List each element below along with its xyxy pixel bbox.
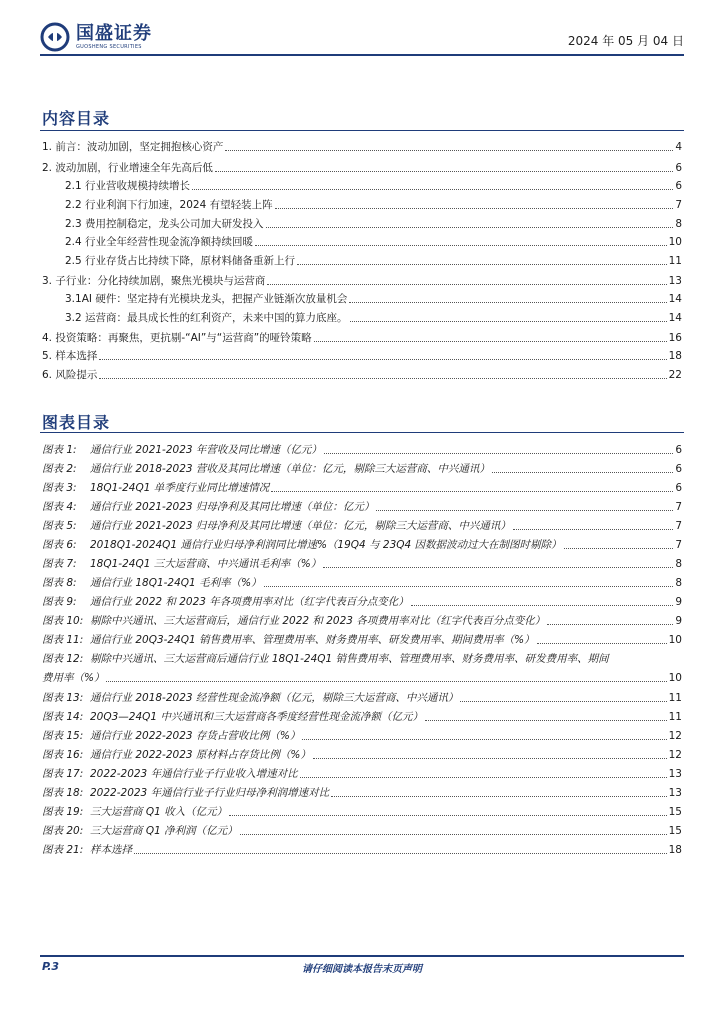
- figure-label: 图表 20:: [42, 825, 84, 837]
- toc-entry-text: 3.2 运营商：最具成长性的红利资产，未来中国的算力底座。: [65, 312, 348, 324]
- figure-label: 图表 9:: [42, 596, 77, 608]
- figure-entry[interactable]: [42, 730, 682, 743]
- figure-page: 18: [668, 844, 682, 856]
- figure-page: 8: [675, 558, 682, 570]
- toc-entry-page: 22: [668, 369, 682, 381]
- page-number: P.3: [42, 960, 60, 973]
- toc-entry-text: 2.5 行业存货占比持续下降，原材料储备重新上行: [65, 255, 296, 267]
- figure-label: 图表 3:: [42, 482, 77, 494]
- figure-title: 剔除中兴通讯、三大运营商后通信行业 18Q1-24Q1 销售费用率、管理费用率、财务费用率、研发费用率、期间: [90, 653, 609, 665]
- toc-entry[interactable]: [65, 218, 682, 231]
- toc-entry[interactable]: [42, 369, 682, 382]
- toc-entry-text: 2.4 行业全年经营性现金流净额持续回暖: [65, 236, 254, 248]
- page-header: [40, 22, 684, 54]
- figure-label: 图表 1:: [42, 444, 77, 456]
- figure-entry[interactable]: [42, 749, 682, 762]
- toc-entry-page: 11: [668, 255, 682, 267]
- figure-title-continued: 费用率（%）: [42, 672, 105, 684]
- toc-entry-page: 14: [668, 312, 682, 324]
- toc-title: 内容目录: [42, 109, 111, 128]
- toc-entry-text: 3. 子行业：分化持续加剧，聚焦光模块与运营商: [42, 275, 266, 287]
- toc-entry[interactable]: [65, 255, 682, 268]
- figure-title: 三大运营商 Q1 收入（亿元）: [90, 806, 228, 818]
- logo: [40, 22, 152, 52]
- figure-page: 15: [668, 825, 682, 837]
- figure-entry[interactable]: [42, 520, 682, 533]
- figure-label: 图表 12:: [42, 653, 84, 665]
- figure-title: 通信行业 2022-2023 存货占营收比例（%）: [90, 730, 301, 742]
- figure-page: 9: [675, 596, 682, 608]
- figure-title: 通信行业 2021-2023 归母净利及其同比增速（单位：亿元）: [90, 501, 375, 513]
- figure-label: 图表 5:: [42, 520, 77, 532]
- toc-entry-page: 6: [675, 180, 682, 192]
- toc-entry-text: 5. 样本选择: [42, 350, 98, 362]
- toc-entry-text: 3.1AI 硬件：坚定持有光模块龙头，把握产业链渐次放量机会: [65, 293, 348, 305]
- figure-entry[interactable]: [42, 844, 682, 857]
- figure-title: 剔除中兴通讯、三大运营商后，通信行业 2022 和 2023 各项费用率对比（红字代表百分点变化）: [90, 615, 546, 627]
- figure-title: 通信行业 2022-2023 原材料占存货比例（%）: [90, 749, 311, 761]
- toc-entry-page: 8: [675, 218, 682, 230]
- figure-page: 15: [668, 806, 682, 818]
- figure-entry[interactable]: [42, 825, 682, 838]
- figure-page: 7: [675, 501, 682, 513]
- figure-label: 图表 21:: [42, 844, 84, 856]
- figures-title-divider: [40, 432, 684, 433]
- logo-name-cn: 国盛证券: [76, 22, 152, 44]
- toc-entry-page: 14: [668, 293, 682, 305]
- guosheng-logo-icon: [40, 22, 70, 52]
- figure-label: 图表 8:: [42, 577, 77, 589]
- figure-label: 图表 10:: [42, 615, 84, 627]
- figures-title: 图表目录: [42, 413, 111, 432]
- figure-title: 通信行业 20Q3-24Q1 销售费用率、管理费用率、财务费用率、研发费用率、期间费用率（%）: [90, 634, 535, 646]
- toc-entry-page: 13: [668, 275, 682, 287]
- toc-entry-text: 4. 投资策略：再聚焦，更抗剔-“AI”与“运营商”的哑铃策略: [42, 332, 312, 344]
- figure-entry[interactable]: [42, 482, 682, 495]
- report-date: 2024 年 05 月 04 日: [567, 34, 684, 48]
- figure-entry[interactable]: [42, 444, 682, 457]
- figure-entry[interactable]: [42, 615, 682, 628]
- figure-label: 图表 4:: [42, 501, 77, 513]
- figure-title: 2022-2023 年通信行业子行业归母净利润增速对比: [90, 787, 330, 799]
- toc-entry[interactable]: [65, 236, 682, 249]
- figure-entry[interactable]: [42, 577, 682, 590]
- figure-entry-line2[interactable]: [42, 672, 682, 685]
- figure-title: 2018Q1-2024Q1 通信行业归母净利润同比增速%（19Q4 与 23Q4 因数据波动过大在制图时剔除）: [90, 539, 562, 551]
- figure-label: 图表 17:: [42, 768, 84, 780]
- figure-page: 13: [668, 768, 682, 780]
- figure-title: 通信行业 2021-2023 年营收及同比增速（亿元）: [90, 444, 322, 456]
- figure-page: 7: [675, 520, 682, 532]
- toc-entry-page: 10: [668, 236, 682, 248]
- figure-label: 图表 15:: [42, 730, 84, 742]
- figure-entry[interactable]: [42, 634, 682, 647]
- footer-disclaimer: 请仔细阅读本报告末页声明: [302, 964, 422, 975]
- figure-label: 图表 13:: [42, 692, 84, 704]
- toc-entry[interactable]: [42, 350, 682, 363]
- figure-entry[interactable]: [42, 768, 682, 781]
- figure-label: 图表 2:: [42, 463, 77, 475]
- figure-title: 通信行业 18Q1-24Q1 毛利率（%）: [90, 577, 262, 589]
- figure-title: 通信行业 2018-2023 营收及其同比增速（单位：亿元，剔除三大运营商、中兴通讯）: [90, 463, 490, 475]
- figure-entry[interactable]: [42, 692, 682, 705]
- figure-page: 12: [668, 749, 682, 761]
- toc-entry-text: 6. 风险提示: [42, 369, 98, 381]
- figure-label: 图表 7:: [42, 558, 77, 570]
- toc-entry-page: 16: [668, 332, 682, 344]
- figure-entry[interactable]: [42, 501, 682, 514]
- figure-label: 图表 19:: [42, 806, 84, 818]
- figure-label: 图表 11:: [42, 634, 84, 646]
- toc-entry[interactable]: [65, 312, 682, 325]
- figure-page: 8: [675, 577, 682, 589]
- toc-entry-text: 2.1 行业营收规模持续增长: [65, 180, 191, 192]
- figure-page: 9: [675, 615, 682, 627]
- toc-entry-page: 4: [675, 141, 682, 153]
- figure-page: 10: [668, 672, 682, 684]
- figure-entry[interactable]: [42, 558, 682, 571]
- toc-entry[interactable]: [42, 162, 682, 175]
- toc-entry-page: 6: [675, 162, 682, 174]
- toc-entry[interactable]: [42, 141, 682, 154]
- figure-title: 18Q1-24Q1 单季度行业同比增速情况: [90, 482, 270, 494]
- figure-page: 11: [668, 711, 682, 723]
- figure-page: 13: [668, 787, 682, 799]
- header-divider: [40, 54, 684, 56]
- footer-divider: [40, 955, 684, 957]
- figure-title: 三大运营商 Q1 净利润（亿元）: [90, 825, 238, 837]
- toc-entry-text: 1. 前言：波动加剧，坚定拥抱核心资产: [42, 141, 224, 153]
- figure-title: 2022-2023 年通信行业子行业收入增速对比: [90, 768, 298, 780]
- figure-title: 样本选择: [90, 844, 132, 856]
- figure-title: 通信行业 2018-2023 经营性现金流净额（亿元，剔除三大运营商、中兴通讯）: [90, 692, 459, 704]
- toc-entry-text: 2.2 行业利润下行加速，2024 有望轻装上阵: [65, 199, 273, 211]
- figure-page: 12: [668, 730, 682, 742]
- figure-entry[interactable]: [42, 539, 682, 552]
- figure-entry[interactable]: [42, 463, 682, 476]
- toc-entry-page: 7: [675, 199, 682, 211]
- toc-entry-text: 2. 波动加剧，行业增速全年先高后低: [42, 162, 213, 174]
- figure-page: 6: [675, 482, 682, 494]
- figure-entry[interactable]: [42, 787, 682, 800]
- figure-entry-line1[interactable]: [42, 653, 682, 666]
- figure-entry[interactable]: [42, 596, 682, 609]
- figure-page: 7: [675, 539, 682, 551]
- toc-entry[interactable]: [42, 275, 682, 288]
- toc-entry-page: 18: [668, 350, 682, 362]
- toc-entry[interactable]: [65, 199, 682, 212]
- figure-entry[interactable]: [42, 806, 682, 819]
- figure-label: 图表 18:: [42, 787, 84, 799]
- figure-page: 10: [668, 634, 682, 646]
- toc-entry[interactable]: [42, 332, 682, 345]
- toc-entry[interactable]: [65, 180, 682, 193]
- figure-title: 18Q1-24Q1 三大运营商、中兴通讯毛利率（%）: [90, 558, 322, 570]
- figure-label: 图表 14:: [42, 711, 84, 723]
- toc-entry[interactable]: [65, 293, 682, 306]
- toc-entry-text: 2.3 费用控制稳定，龙头公司加大研发投入: [65, 218, 264, 230]
- figure-page: 6: [675, 444, 682, 456]
- figure-label: 图表 16:: [42, 749, 84, 761]
- figure-entry[interactable]: [42, 711, 682, 724]
- toc-title-divider: [40, 130, 684, 131]
- figure-title: 20Q3—24Q1 中兴通讯和三大运营商各季度经营性现金流净额（亿元）: [90, 711, 423, 723]
- figure-label: 图表 6:: [42, 539, 77, 551]
- figure-page: 6: [675, 463, 682, 475]
- logo-name-en: GUOSHENG SECURITIES: [76, 43, 142, 50]
- figure-title: 通信行业 2021-2023 归母净利及其同比增速（单位：亿元，剔除三大运营商、中兴通讯）: [90, 520, 511, 532]
- figure-page: 11: [668, 692, 682, 704]
- figure-title: 通信行业 2022 和 2023 年各项费用率对比（红字代表百分点变化）: [90, 596, 409, 608]
